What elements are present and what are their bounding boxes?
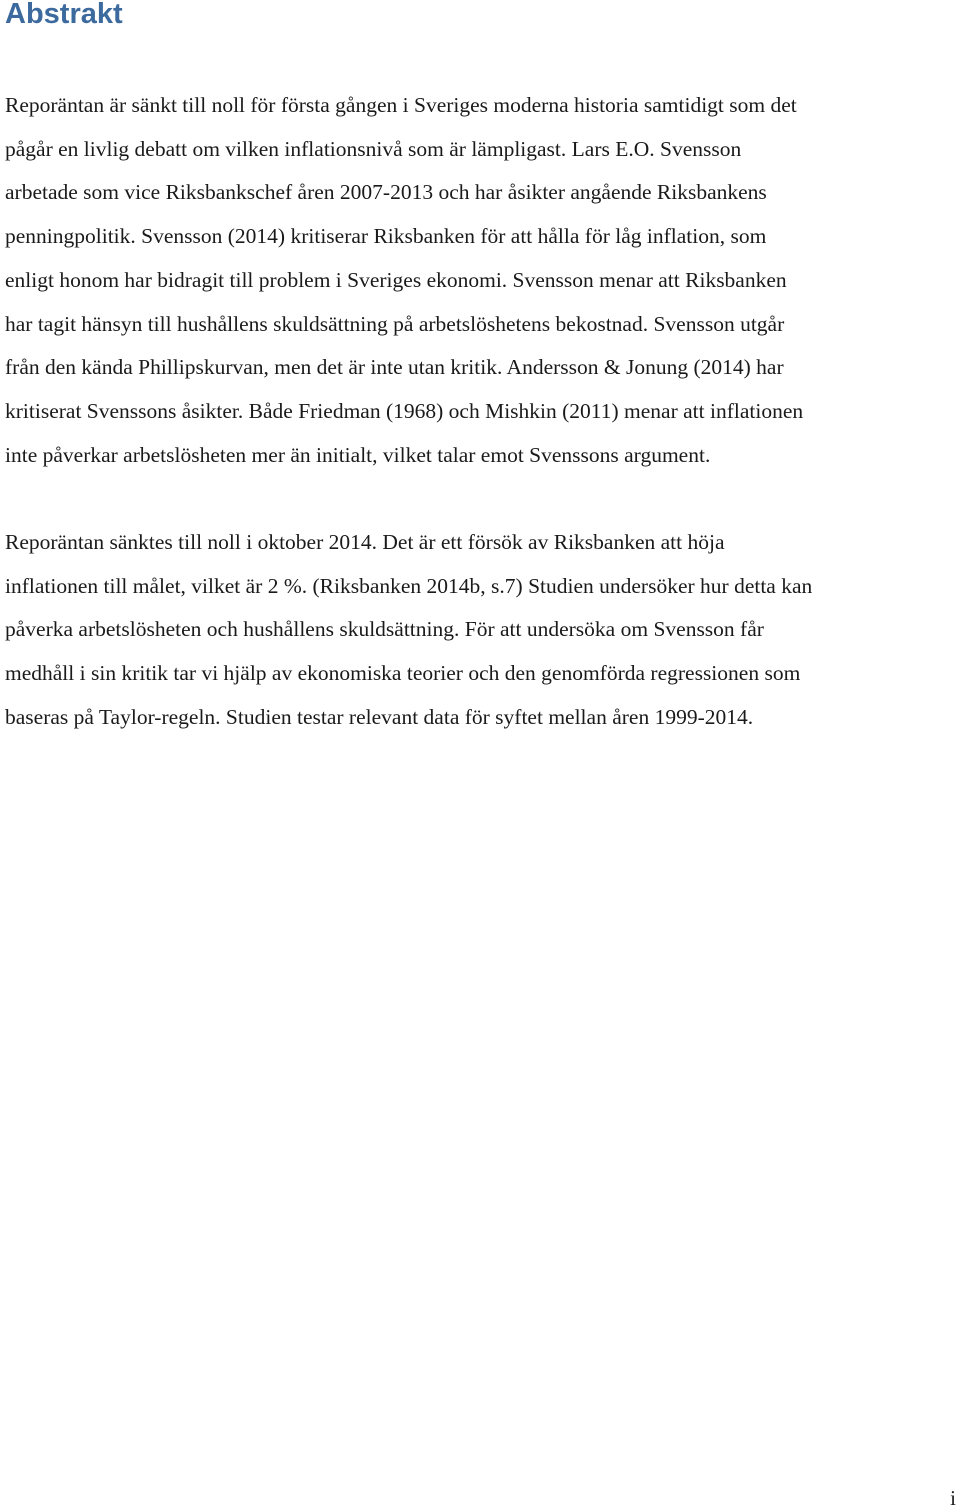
text-line: medhåll i sin kritik tar vi hjälp av ekonomiska teorier och den genomförda regressionen som <box>5 661 801 686</box>
page-title: Abstrakt <box>5 0 123 30</box>
text-line: inflationen till målet, vilket är 2 %. (Riksbanken 2014b, s.7) Studien undersöker hur detta kan <box>5 573 813 598</box>
text-line: enligt honom har bidragit till problem i Sveriges ekonomi. Svensson menar att Riksbanken <box>5 267 787 292</box>
text-line: inte påverkar arbetslösheten mer än initialt, vilket talar emot Svenssons argument. <box>5 442 711 467</box>
abstract-paragraph-1 <box>5 84 957 477</box>
text-line: baseras på Taylor-regeln. Studien testar relevant data för syftet mellan åren 1999-2014. <box>5 704 754 729</box>
text-line: har tagit hänsyn till hushållens skuldsättning på arbetslöshetens bekostnad. Svensson utgår <box>5 311 785 336</box>
page-number: i <box>950 1486 956 1510</box>
text-line: pågår en livlig debatt om vilken inflationsnivå som är lämpligast. Lars E.O. Svensson <box>5 136 742 161</box>
text-line: Reporäntan sänktes till noll i oktober 2014. Det är ett försök av Riksbanken att höja <box>5 530 725 554</box>
text-line: från den kända Phillipskurvan, men det är inte utan kritik. Andersson & Jonung (2014) har <box>5 355 784 380</box>
text-line: kritiserat Svenssons åsikter. Både Friedman (1968) och Mishkin (2011) menar att inflationen <box>5 398 804 423</box>
text-line: arbetade som vice Riksbankschef åren 2007-2013 och har åsikter angående Riksbankens <box>5 180 767 205</box>
text-line: penningpolitik. Svensson (2014) kritiserar Riksbanken för att hålla för låg inflation, som <box>5 224 767 249</box>
abstract-paragraph-2 <box>5 521 957 740</box>
text-line: påverka arbetslösheten och hushållens skuldsättning. För att undersöka om Svensson får <box>5 617 764 642</box>
text-line: Reporäntan är sänkt till noll för första gången i Sveriges moderna historia samtidigt som det <box>5 93 797 117</box>
